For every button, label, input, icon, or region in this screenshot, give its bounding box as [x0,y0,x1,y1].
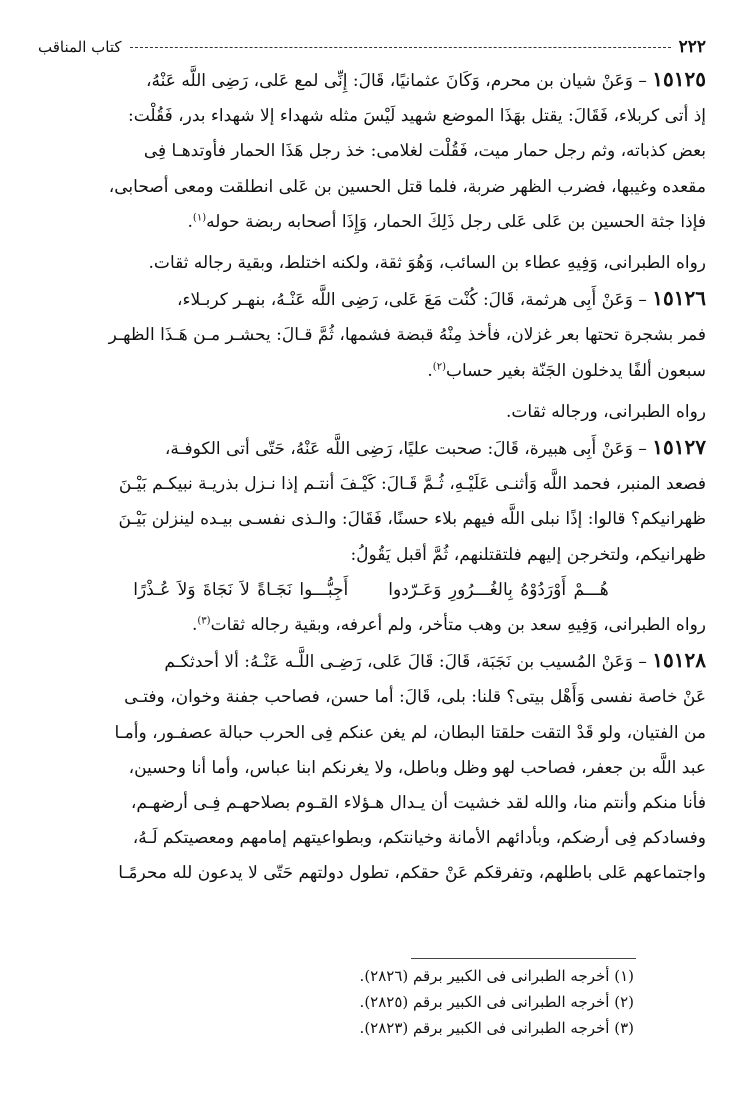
book-title: كتاب المناقب [38,38,122,56]
footnotes [284,963,634,1041]
text-line: إذ أتى كربلاء، فَقَالَ: يقتل بهَذَا الموضع شهيد لَيْسَ مثله شهداء إلا شهداء بدر، فَقُلْت: [127,106,706,127]
hadith-15128 [36,643,706,891]
text-line: واجتماعهم عَلى باطلهم، وتفرقكم عَنْ حقكم، تطول دولتهم حَتّى لا يدعون لله محرمًـا [118,863,706,884]
text-line: مقعده وغيبها، فضرب الظهر ضربة، فلما قتل الحسين بن عَلى انطلقت ومعى أصحابى، [108,176,706,197]
text-line: من الفتيان، ولو قَدْ التقت حلقتا البطان، لم يغن عنكم فِى الحرب حبالة عصفـور، وأمـا [114,722,706,743]
hadith-15127 [36,430,706,643]
verse-hemistich-2: أَجِبُّـــوا نَجَـاةً لاَ نَجَاةَ وَلاَ عُـذْرًا [133,579,349,600]
footnote-1: (١) أخرجه الطبرانى فى الكبير برقم (٢٨٢٦). [359,967,634,985]
hadith-15125 [36,62,706,281]
text-line: سبعون ألفًا يدخلون الجَنّة بغير حساب$^{(٢)}$. [427,360,706,381]
running-header [38,36,706,58]
text-line: فمر بشجرة تحتها بعر غزلان، فأخذ مِنْهُ قبضة فشمها، ثُمَّ قـالَ: يحشـر مـن هَـذَا الظهـر [108,325,706,346]
text-line: ١٥١٢٧ – وَعَنْ أَبِى هبيرة، قَالَ: صحبت عليًا، رَضِى اللَّه عَنْهُ، حَتّى أتى الكوفـة، [164,435,706,460]
text-line: فأنا منكم وأنتم منا، والله لقد خشيت أن يـدال هـؤلاء القـوم بصلاحهـم فِـى أرضهـم، [130,793,706,814]
text-line: ١٥١٢٨ – وَعَنْ المُسيب بن نَجَبَة، قَالَ: قَالَ عَلى، رَضِـى اللَّـه عَنْـهُ: ألا أحدثكـم [164,648,706,673]
footnote-3: (٣) أخرجه الطبرانى فى الكبير برقم (٢٨٢٣). [359,1019,634,1037]
narration-note: رواه الطبرانى، وَفِيهِ عطاء بن السائب، وَهُوَ ثقة، ولكنه اختلط، وبقية رجاله ثقات. [148,253,706,274]
footnote-ref[interactable]: (١) [192,212,207,224]
text-line: بعض كذباته، وثم رجل حمار ميت، فَقُلْت لغلامى: خذ رجل هَذَا الحمار فأوتدهـا فِى [143,141,706,162]
hadith-number: ١٥١٢٥ [652,67,706,91]
narration-note: رواه الطبرانى، وَفِيهِ سعد بن وهب متأخر، ولم أعرفه، وبقية رجاله ثقات$^{(٣)}$. [191,615,706,636]
footnote-ref[interactable]: (٣) [197,615,211,627]
footnote-divider [411,958,636,959]
text-line: فإذا جثة الحسين بن عَلى عَلى رجل ذَلِكَ الحمار، وَإِذَا أصحابه ربضة حوله$^{(١)}$. [187,211,706,232]
text-line: عبد اللَّه بن جعفر، فصاحب لهو وظل وباطل، ولا يغرنكم ابنا عباس، وأما أنا وحسين، [128,757,706,778]
narration-note: رواه الطبرانى، ورجاله ثقات. [505,401,706,422]
hadith-number: ١٥١٢٦ [652,286,706,311]
verse-hemistich-1: هُـــمْ أَوْرَدُوْهُ بِالغُـــرُورِ وَعَـرّدوا [388,579,609,600]
hadith-number: ١٥١٢٨ [652,648,706,673]
text-line: ١٥١٢٦ – وَعَنْ أَبِى هرثمة، قَالَ: كُنْت مَعَ عَلى، رَضِى اللَّه عَنْـهُ، بنهـر كربـلاء، [177,286,706,311]
text-line: وفسادكم فِى أرضكم، وبأدائهم الأمانة وخيانتكم، وبطواعيتهم إمامهم ومعصيتكم لَـهُ، [132,828,706,849]
footnote-2: (٢) أخرجه الطبرانى فى الكبير برقم (٢٨٢٥). [359,993,634,1011]
page-number: ٢٢٢ [678,37,706,57]
poetry-verse [36,573,706,608]
text-line: ظهرانيكم، ولتخرجن إليهم فلتقتلنهم، ثُمَّ أقبل يَقُولُ: [350,544,706,565]
hadith-number: ١٥١٢٧ [652,435,706,460]
hadith-15126 [36,281,706,430]
text-line: ظهرانيكم؟ قالوا: إذًا نبلى اللَّه فيهم بلاء حسنًا، فَقَالَ: والـذى نفسـى بيـده لينزلن بَيْـنَ [118,509,706,530]
main-text [36,62,706,892]
text-line: فصعد المنبر، فحمد اللَّه وَأثنـى عَلَيْـهِ، ثُـمَّ قَـالَ: كَيْـفَ أنتـم إذا نـزل بذريـة نبيكـم بَيْـنَ [118,474,706,495]
text-line: ١٥١٢٥ – وَعَنْ شيان بن محرم، وَكَانَ عثمانيًا، قَالَ: إِنِّى لمع عَلى، رَضِى اللَّه عَنْهُ، [146,67,706,91]
text-line: عَنْ خاصة نفسى وَأَهْل بيتى؟ قلنا: بلى، قَالَ: أما حسن، فصاحب جفنة وخوان، وفتـى [124,687,706,708]
footnote-ref[interactable]: (٢) [432,360,446,372]
header-dashes [130,47,671,48]
